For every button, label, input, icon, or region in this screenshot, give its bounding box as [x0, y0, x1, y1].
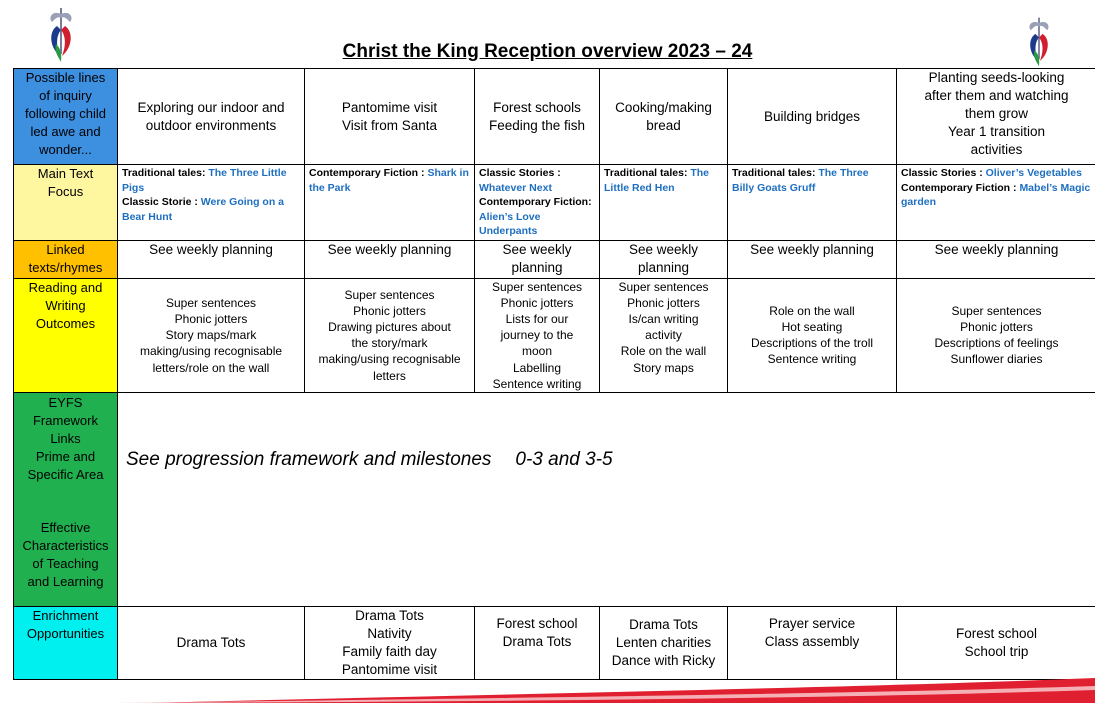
- table-cell: [897, 606, 1095, 679]
- text-title: The Little Red Hen: [604, 167, 710, 194]
- cell-line: Building bridges: [763, 108, 861, 124]
- eyfs-note: [118, 392, 1095, 606]
- cell-line: Descriptions of feelings: [934, 336, 1059, 351]
- cell-line: Lenten charities: [615, 634, 712, 650]
- main-text-entry: [122, 166, 300, 195]
- main-text-entry: [732, 166, 892, 195]
- cell-line: of inquiry: [39, 88, 92, 103]
- cell-line: Story maps/mark: [165, 328, 257, 343]
- cell-line: Drama Tots: [629, 616, 698, 632]
- text-genre: Classic Storie :: [122, 196, 201, 208]
- cell-line: Super sentences: [165, 295, 257, 310]
- eyfs-label-top: [16, 394, 115, 484]
- row-label: [14, 606, 118, 679]
- table-cell: [897, 278, 1095, 392]
- cell-line: See weekly: [628, 241, 699, 257]
- row-label: [14, 69, 118, 165]
- cell-line: Feeding the fish: [488, 117, 586, 133]
- table-cell: [475, 69, 600, 165]
- main-text-entry: [479, 166, 595, 195]
- cell-line: bread: [646, 117, 681, 133]
- cell-line: them grow: [964, 106, 1029, 121]
- cell-line: of Teaching: [32, 555, 99, 571]
- cell-line: Super sentences: [618, 279, 709, 294]
- cell-line: See weekly planning: [934, 241, 1059, 257]
- page-title: Christ the King Reception overview 2023 – 24: [342, 41, 753, 62]
- cell-line: Forest school: [955, 625, 1038, 641]
- cell-line: Is/can writing: [628, 311, 699, 326]
- cell-line: Forest school: [496, 615, 578, 631]
- cell-line: making/using recognisable: [318, 352, 461, 367]
- row-label: [14, 240, 118, 278]
- main-text-entry: [309, 166, 470, 195]
- cell-line: Role on the wall: [620, 344, 707, 359]
- cell-line: Phonic jotters: [627, 295, 700, 310]
- cell-line: Family faith day: [342, 643, 437, 659]
- cell-line: Phonic jotters: [500, 295, 574, 310]
- main-text-entry: [122, 195, 300, 224]
- text-title: The Three Billy Goats Gruff: [732, 167, 869, 194]
- cell-line: Descriptions of the troll: [750, 336, 874, 351]
- cell-line: See weekly planning: [750, 241, 874, 257]
- row-label: [14, 392, 118, 606]
- cell-line: activities: [970, 142, 1023, 157]
- table-cell: [118, 240, 305, 278]
- cell-line: Dance with Ricky: [611, 652, 716, 668]
- cell-line: letters/role on the wall: [152, 360, 270, 375]
- cell-line: Sentence writing: [492, 376, 582, 391]
- cell-line: Opportunities: [26, 625, 105, 641]
- cell-line: Links: [50, 430, 81, 446]
- cell-line: journey to the: [500, 328, 574, 343]
- main-text-entry: [479, 195, 595, 239]
- cell-line: Possible lines: [25, 70, 106, 85]
- text-title: Shark in the Park: [309, 167, 469, 194]
- table-row: [14, 240, 1095, 278]
- cell-line: planning: [511, 259, 563, 275]
- cell-line: Cooking/making: [615, 99, 712, 115]
- cell-line: Main Text: [37, 166, 94, 181]
- cell-line: EYFS: [48, 394, 83, 410]
- table-cell: [305, 278, 475, 392]
- cell-line: planning: [637, 259, 690, 275]
- table-cell: [897, 165, 1095, 241]
- cell-line: outdoor environments: [145, 117, 277, 133]
- cell-line: Sentence writing: [767, 352, 857, 367]
- table-cell: [305, 240, 475, 278]
- row-label: [14, 165, 118, 241]
- cell-line: Labelling: [512, 360, 562, 375]
- cell-line: texts/rhymes: [28, 259, 103, 275]
- table-cell: [305, 606, 475, 679]
- cell-line: and Learning: [27, 573, 104, 589]
- text-title: Alien’s Love Underpants: [479, 210, 541, 237]
- cell-line: letters: [373, 368, 406, 383]
- table-row: [14, 392, 1095, 606]
- cell-line: Drama Tots: [355, 607, 424, 623]
- cell-line: Focus: [47, 184, 84, 199]
- table-cell: [305, 69, 475, 165]
- text-genre: Classic Stories :: [479, 167, 561, 179]
- text-genre: Traditional tales:: [732, 167, 819, 179]
- cell-line: Sunflower diaries: [950, 352, 1043, 367]
- table-cell: [897, 69, 1095, 165]
- cell-line: See weekly planning: [327, 241, 452, 257]
- cell-line: Nativity: [367, 625, 412, 641]
- table-cell: [728, 278, 897, 392]
- cell-line: School trip: [964, 643, 1029, 659]
- table-cell: [118, 165, 305, 241]
- cell-line: Phonic jotters: [960, 320, 1033, 334]
- cell-line: Hot seating: [781, 320, 843, 334]
- text-genre: Traditional tales:: [604, 167, 691, 179]
- cell-line: Drama Tots: [176, 634, 246, 650]
- cell-line: Lists for our: [505, 311, 569, 326]
- table-cell: [600, 240, 728, 278]
- cell-line: Super sentences: [344, 287, 435, 302]
- table-cell: [897, 240, 1095, 278]
- text-genre: Contemporary Fiction :: [309, 167, 428, 179]
- cell-line: Linked: [46, 241, 85, 257]
- text-title: Whatever Next: [479, 181, 552, 194]
- cell-line: Prayer service: [768, 615, 856, 631]
- table-cell: [118, 278, 305, 392]
- text-title: The Three Little Pigs: [122, 167, 287, 194]
- cell-line: making/using recognisable: [139, 344, 283, 359]
- cell-line: Class assembly: [764, 633, 860, 649]
- table-cell: [475, 165, 600, 241]
- table-cell: [728, 240, 897, 278]
- cell-line: Characteristics: [22, 537, 109, 553]
- table-row: [14, 69, 1095, 165]
- cell-line: Visit from Santa: [341, 117, 438, 133]
- cell-line: Planting seeds-looking: [928, 70, 1065, 85]
- main-text-entry: [901, 181, 1092, 210]
- table-cell: [118, 606, 305, 679]
- cell-line: Specific Area: [27, 466, 104, 482]
- table-cell: [475, 278, 600, 392]
- cell-line: Phonic jotters: [174, 311, 248, 326]
- row-label: [14, 278, 118, 392]
- text-genre: Contemporary Fiction :: [901, 181, 1020, 194]
- cell-line: See weekly planning: [149, 241, 273, 257]
- cell-line: moon: [521, 344, 553, 359]
- cell-line: Enrichment: [32, 607, 99, 623]
- cell-line: Pantomime visit: [341, 661, 438, 677]
- cell-line: Story maps: [633, 360, 694, 375]
- table-row: [14, 606, 1095, 679]
- cell-line: after them and watching: [924, 88, 1069, 103]
- table-row: [14, 165, 1095, 241]
- cell-line: See weekly: [502, 241, 572, 257]
- cell-line: Effective: [40, 519, 91, 535]
- cell-line: Drama Tots: [502, 633, 572, 649]
- table-cell: [475, 606, 600, 679]
- eyfs-label-bottom: [16, 519, 115, 591]
- cell-line: Phonic jotters: [353, 303, 426, 318]
- main-text-entry: [901, 166, 1092, 181]
- table-cell: [728, 606, 897, 679]
- text-genre: Contemporary Fiction:: [479, 196, 592, 208]
- text-title: Oliver’s Vegetables: [985, 167, 1082, 179]
- table-cell: [600, 69, 728, 165]
- table-row: [14, 278, 1095, 392]
- cell-line: activity: [645, 328, 682, 343]
- text-title: Were Going on a Bear Hunt: [122, 196, 285, 223]
- cell-line: Exploring our indoor and: [137, 99, 285, 115]
- table-cell: [475, 240, 600, 278]
- cell-line: the story/mark: [351, 336, 428, 351]
- text-title: Mabel’s Magic garden: [901, 181, 1091, 208]
- cell-line: Pantomime visit: [341, 99, 438, 115]
- cell-line: Prime and: [35, 448, 96, 464]
- table-cell: [118, 69, 305, 165]
- table-cell: [600, 165, 728, 241]
- overview-table: [13, 68, 1095, 680]
- cell-line: Framework: [32, 412, 98, 428]
- cell-line: Drawing pictures about: [328, 320, 451, 334]
- table-cell: [728, 69, 897, 165]
- cell-line: Writing: [45, 297, 86, 313]
- text-genre: Classic Stories :: [901, 167, 986, 179]
- cell-line: following child: [25, 106, 106, 121]
- table-cell: [600, 278, 728, 392]
- cell-line: Super sentences: [491, 279, 583, 294]
- cell-line: Outcomes: [35, 315, 96, 331]
- cell-line: Reading and: [28, 279, 103, 295]
- cell-line: Super sentences: [951, 303, 1042, 318]
- eyfs-note-text: See progression framework and milestones: [126, 448, 492, 470]
- cell-line: Forest schools: [493, 99, 581, 115]
- cell-line: Role on the wall: [769, 303, 855, 318]
- cell-line: led awe and: [30, 124, 101, 139]
- main-text-entry: [604, 166, 723, 195]
- text-genre: Traditional tales:: [122, 167, 209, 179]
- cell-line: wonder...: [39, 142, 92, 157]
- cell-line: Year 1 transition: [947, 124, 1046, 139]
- table-cell: [305, 165, 475, 241]
- table-cell: [600, 606, 728, 679]
- table-cell: [728, 165, 897, 241]
- eyfs-note-ages: 0-3 and 3-5: [515, 448, 613, 470]
- footer-swoosh-icon: [0, 676, 1095, 703]
